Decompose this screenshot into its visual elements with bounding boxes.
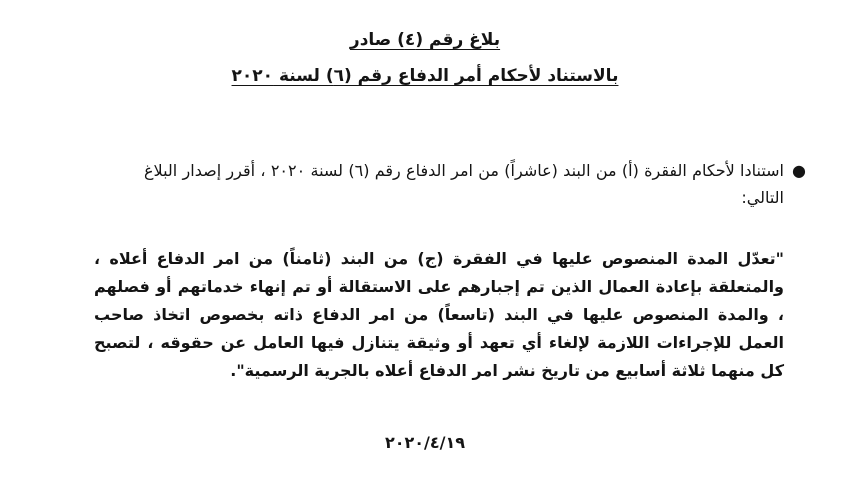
document-subtitle: بالاستناد لأحكام أمر الدفاع رقم (٦) لسنة ٢٠٢٠ xyxy=(231,66,619,86)
bullet-paragraph: استنادا لأحكام الفقرة (أ) من البند (عاشراً) من امر الدفاع رقم (٦) لسنة ٢٠٢٠ ، أقرر إصدار البلاغ التالي: xyxy=(144,161,785,207)
quoted-paragraph: "تعدّل المدة المنصوص عليها في الفقرة (ج) من البند (ثامناً) من امر الدفاع أعلاه ، والمتعلقة بإعادة العمال الذين تم إجبارهم على الاستقالة أو تم إنهاء خدماتهم أو فصلهم ، والمدة المنصوص عليها في البند (تاسعاً) من امر الدفاع ذاته بخصوص اتخاذ صاحب العمل للإجراءات اللازمة لإلغاء أي تعهد أو وثيقة يتنازل فيها العامل عن حقوقه ، لتصبح كل منهما ثلاثة أسابيع من تاريخ نشر امر الدفاع أعلاه بالجرية الرسمية". xyxy=(94,249,784,380)
document-title: بلاغ رقم (٤) صادر xyxy=(349,30,501,50)
bullet-item xyxy=(144,157,806,211)
bullet-dot-icon: ● xyxy=(792,161,806,180)
document-date: ٢٠٢٠/٤/١٩ xyxy=(384,433,466,452)
